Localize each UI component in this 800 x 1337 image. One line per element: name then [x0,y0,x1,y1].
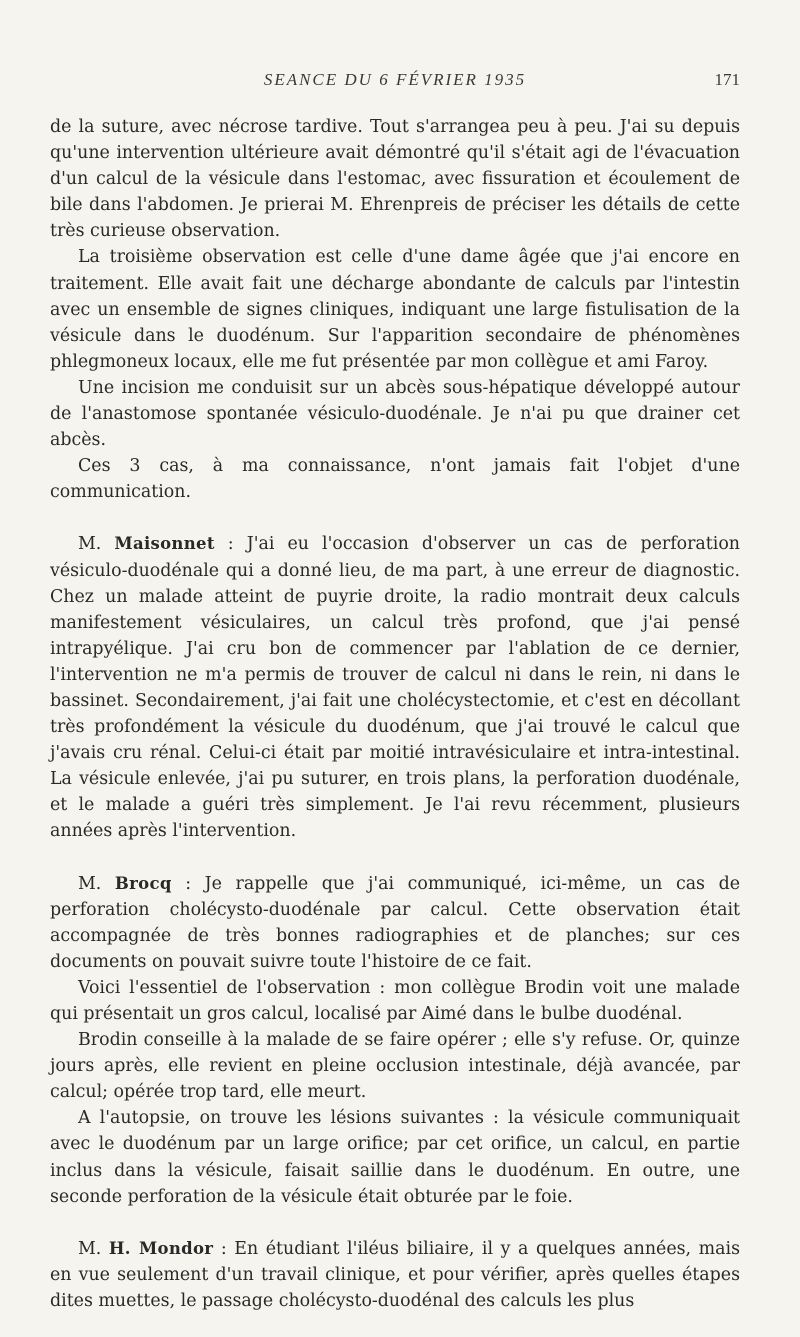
speaker-prefix: M. [78,534,115,555]
paragraph-brodin-advice [50,1027,740,1105]
paragraph-autopsy [50,1105,740,1209]
paragraph-text: : J'ai eu l'occasion d'observer un cas de perforation vésiculo-duodénale qui a donné lieu, de ma part, à une erreur de diagnostic. Chez un malade atteint de puyrie droite, la radio montrait deux calculs manifestement vésiculaires, un calcul très profond, que j'ai pensé intrapyélique. J'ai cru bon de commencer par l'ablation de ce dernier, l'intervention ne m'a permis de trouver de calcul ni dans le rein, ni dans le bassinet. Secondairement, j'ai fait une cholécystectomie, et c'est en décollant très profondément la vésicule du duodénum, que j'ai trouvé le calcul que j'avais cru rénal. Celui-ci était par moitié intravésiculaire et intra-intestinal. La vésicule enlevée, j'ai pu suturer, en trois plans, la perforation duodénale, et le malade a guéri très simplement. Je l'ai revu récemment, plusieurs années après l'intervention. [50,534,740,842]
running-title: SEANCE DU 6 FÉVRIER 1935 [263,70,527,89]
paragraph-brocq [50,871,740,975]
speaker-name: Brocq [114,873,172,893]
paragraph-observation-summary [50,975,740,1027]
paragraph-text: Brodin conseille à la malade de se faire opérer ; elle s'y refuse. Or, quinze jours après, elle revient en pleine occlusion intestinale, déjà avancée, par calcul; opérée trop tard, elle meurt. [50,1030,740,1103]
document-page [50,0,740,1337]
paragraph-text: A l'autopsie, on trouve les lésions suivantes : la vésicule communiquait avec le duodénum par un large orifice; par cet orifice, un calcul, en partie inclus dans la vésicule, faisait saillie dans le duodénum. En outre, une seconde perforation de la vésicule était obturée par le foie. [50,1108,740,1207]
paragraph-text: : En étudiant l'iléus biliaire, il y a quelques années, mais en vue seulement d'un travail clinique, et pour vérifier, après quelles étapes dites muettes, le passage cholécysto-duodénal des calculs les plus [50,1238,740,1311]
paragraph-text: La troisième observation est celle d'une dame âgée que j'ai encore en traitement. Elle avait fait une décharge abondante de calculs par l'intestin avec un ensemble de signes cliniques, indiquant une large fistulisation de la vésicule dans le duodénum. Sur l'apparition secondaire de phénomènes phlegmoneux locaux, elle me fut présentée par mon collègue et ami Faroy. [50,247,740,372]
paragraph-maisonnet [50,531,740,844]
body-text [50,114,740,1314]
paragraph-incision [50,375,740,453]
page-number: 171 [714,70,740,89]
paragraph-text: : Je rappelle que j'ai communiqué, ici-même, un cas de perforation cholécysto-duodénale par calcul. Cette observation était accompagnée de très bonnes radiographies et de planches; sur ces documents on pouvait suivre toute l'histoire de ce fait. [50,873,740,972]
paragraph-three-cases [50,453,740,505]
paragraph-continuation [50,114,740,244]
speaker-name: H. Mondor [108,1238,214,1258]
paragraph-third-observation [50,244,740,374]
speaker-name: Maisonnet [114,534,215,554]
paragraph-text: Ces 3 cas, à ma connaissance, n'ont jamais fait l'objet d'une communication. [50,456,740,503]
paragraph-text: Voici l'essentiel de l'observation : mon collègue Brodin voit une malade qui présentait un gros calcul, localisé par Aimé dans le bulbe duodénal. [50,977,740,1024]
paragraph-text: de la suture, avec nécrose tardive. Tout s'arrangea peu à peu. J'ai su depuis qu'une intervention ultérieure avait démontré qu'il s'était agi de l'évacuation d'un calcul de la vésicule dans l'estomac, avec fissuration et écoulement de bile dans l'abdomen. Je prierai M. Ehrenpreis de préciser les détails de cette très curieuse observation. [50,117,740,242]
speaker-prefix: M. [78,1238,109,1259]
paragraph-text: Une incision me conduisit sur un abcès sous-hépatique développé autour de l'anastomose spontanée vésiculo-duodénale. Je n'ai pu que drainer cet abcès. [50,377,740,451]
speaker-prefix: M. [78,873,115,894]
running-header [50,70,740,96]
paragraph-mondor [50,1236,740,1314]
